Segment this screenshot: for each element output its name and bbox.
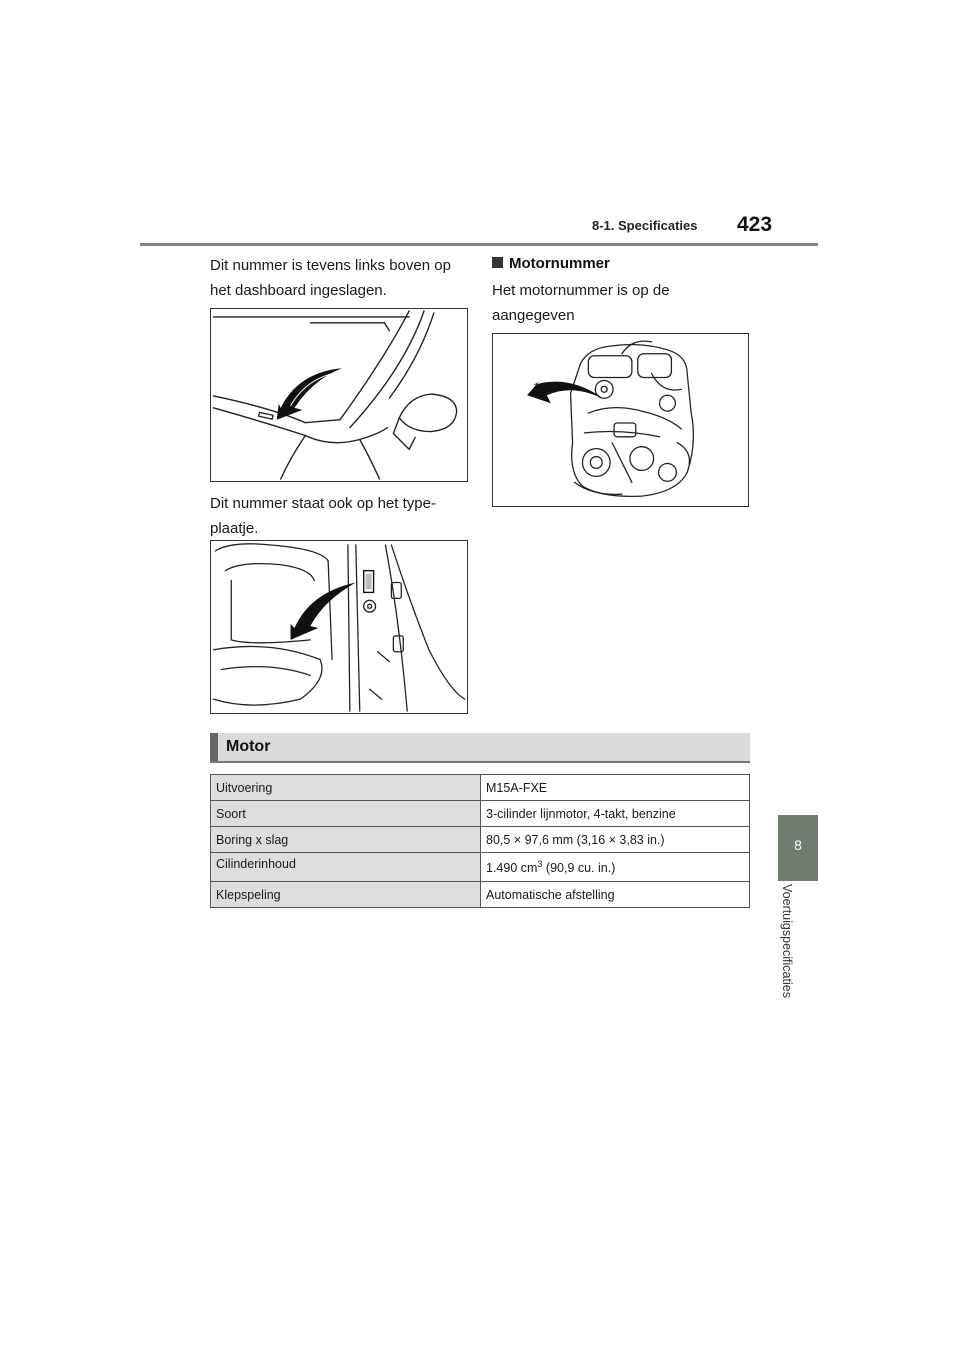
spec-value: Automatische afstelling: [481, 882, 750, 908]
spec-label: Boring x slag: [211, 827, 481, 853]
page-number: 423: [737, 213, 773, 236]
typeplate-text-line1: Dit nummer staat ook op het type-: [210, 495, 436, 512]
spec-value-rest: (90,9 cu. in.): [542, 861, 616, 876]
dashboard-vin-text: [210, 253, 470, 303]
spec-label: Uitvoering: [211, 775, 481, 801]
spec-value: [481, 853, 750, 882]
seat-pillar-illustration: [211, 541, 467, 713]
dashboard-illustration: [211, 309, 467, 481]
typeplate-text: [210, 491, 470, 541]
dashboard-vin-text-line2: het dashboard ingeslagen.: [210, 282, 387, 299]
spec-value: 80,5 × 97,6 mm (3,16 × 3,83 in.): [481, 827, 750, 853]
motor-section-title: Motor: [226, 738, 271, 755]
motornummer-heading: [492, 255, 610, 272]
section-marker: [210, 733, 218, 761]
motornummer-heading-text: Motornummer: [509, 255, 610, 272]
spec-label: Soort: [211, 801, 481, 827]
spec-label: Cilinderinhoud: [211, 853, 481, 882]
header-rule: [140, 243, 818, 246]
dashboard-vin-text-line1: Dit nummer is tevens links boven op: [210, 257, 451, 274]
engine-illustration: [493, 334, 748, 506]
chapter-tab: [778, 815, 818, 881]
engine-spec-table: [210, 774, 750, 908]
spec-value-main: 1.490 cm: [486, 861, 538, 876]
spec-value: 3-cilinder lijnmotor, 4-takt, benzine: [481, 801, 750, 827]
spec-value: M15A-FXE: [481, 775, 750, 801]
chapter-label-text: Voertuigspecificaties: [780, 884, 794, 998]
typeplate-text-line2: plaatje.: [210, 520, 259, 537]
motornummer-text-line1: Het motornummer is op de aangegeven: [492, 282, 670, 324]
table-row: [211, 882, 750, 908]
table-row: [211, 853, 750, 882]
spec-label: Klepspeling: [211, 882, 481, 908]
table-row: [211, 801, 750, 827]
typeplate-figure: [210, 540, 468, 714]
motor-section-heading: [210, 733, 750, 763]
table-row: [211, 775, 750, 801]
table-row: [211, 827, 750, 853]
chapter-label: [780, 884, 804, 1012]
dashboard-figure: [210, 308, 468, 482]
spec-value-superscript: 3: [537, 858, 543, 869]
heading-square-icon: [492, 257, 503, 268]
section-reference: 8-1. Specificaties: [592, 218, 698, 233]
chapter-number: 8: [794, 837, 802, 853]
engine-figure: [492, 333, 749, 507]
